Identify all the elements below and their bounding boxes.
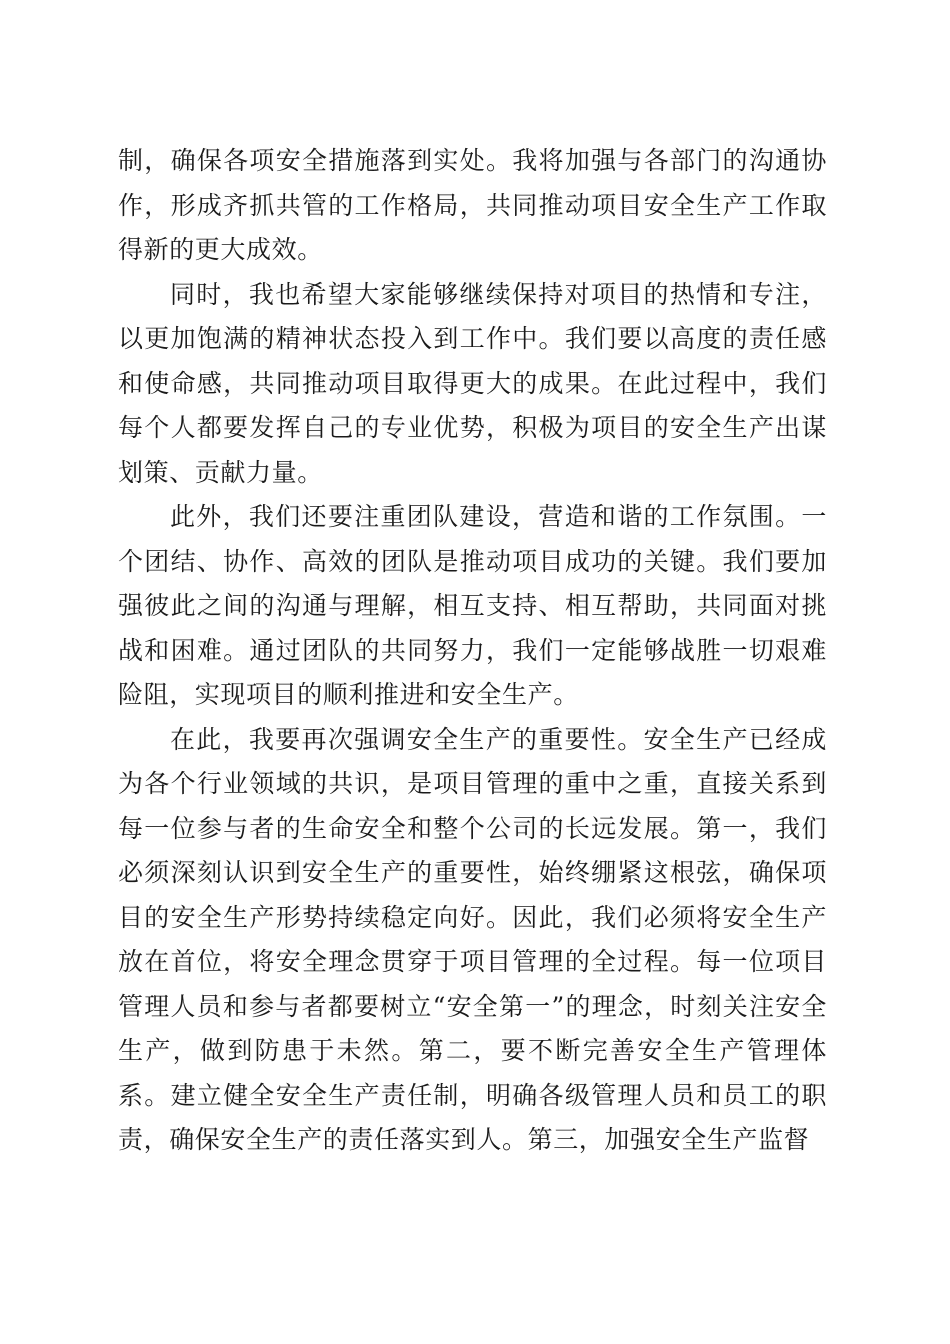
- document-body: [118, 139, 827, 1163]
- paragraph-team-enthusiasm: 同时，我也希望大家能够继续保持对项目的热情和专注，以更加饱满的精神状态投入到工作中。我们要以高度的责任感和使命感，共同推动项目取得更大的成果。在此过程中，我们每个人都要发挥自己的专业优势，积极为项目的安全生产出谋划策、贡献力量。: [118, 279, 827, 487]
- paragraph-team-building: 此外，我们还要注重团队建设，营造和谐的工作氛围。一个团结、协作、高效的团队是推动项目成功的关键。我们要加强彼此之间的沟通与理解，相互支持、相互帮助，共同面对挑战和困难。通过团队的共同努力，我们一定能够战胜一切艰难险阻，实现项目的顺利推进和安全生产。: [118, 502, 827, 709]
- paragraph-safety-importance: 在此，我要再次强调安全生产的重要性。安全生产已经成为各个行业领域的共识，是项目管理的重中之重，直接关系到每一位参与者的生命安全和整个公司的长远发展。第一，我们必须深刻认识到安全生产的重要性，始终绷紧这根弦，确保项目的安全生产形势持续稳定向好。因此，我们必须将安全生产放在首位，将安全理念贯穿于项目管理的全过程。每一位项目管理人员和参与者都要树立“安全第一”的理念，时刻关注安全生产，做到防患于未然。第二，要不断完善安全生产管理体系。建立健全安全生产责任制，明确各级管理人员和员工的职责，确保安全生产的责任落实到人。第三，加强安全生产监督: [118, 724, 827, 1154]
- paragraph-continuation: 制，确保各项安全措施落到实处。我将加强与各部门的沟通协作，形成齐抓共管的工作格局，共同推动项目安全生产工作取得新的更大成效。: [118, 146, 827, 264]
